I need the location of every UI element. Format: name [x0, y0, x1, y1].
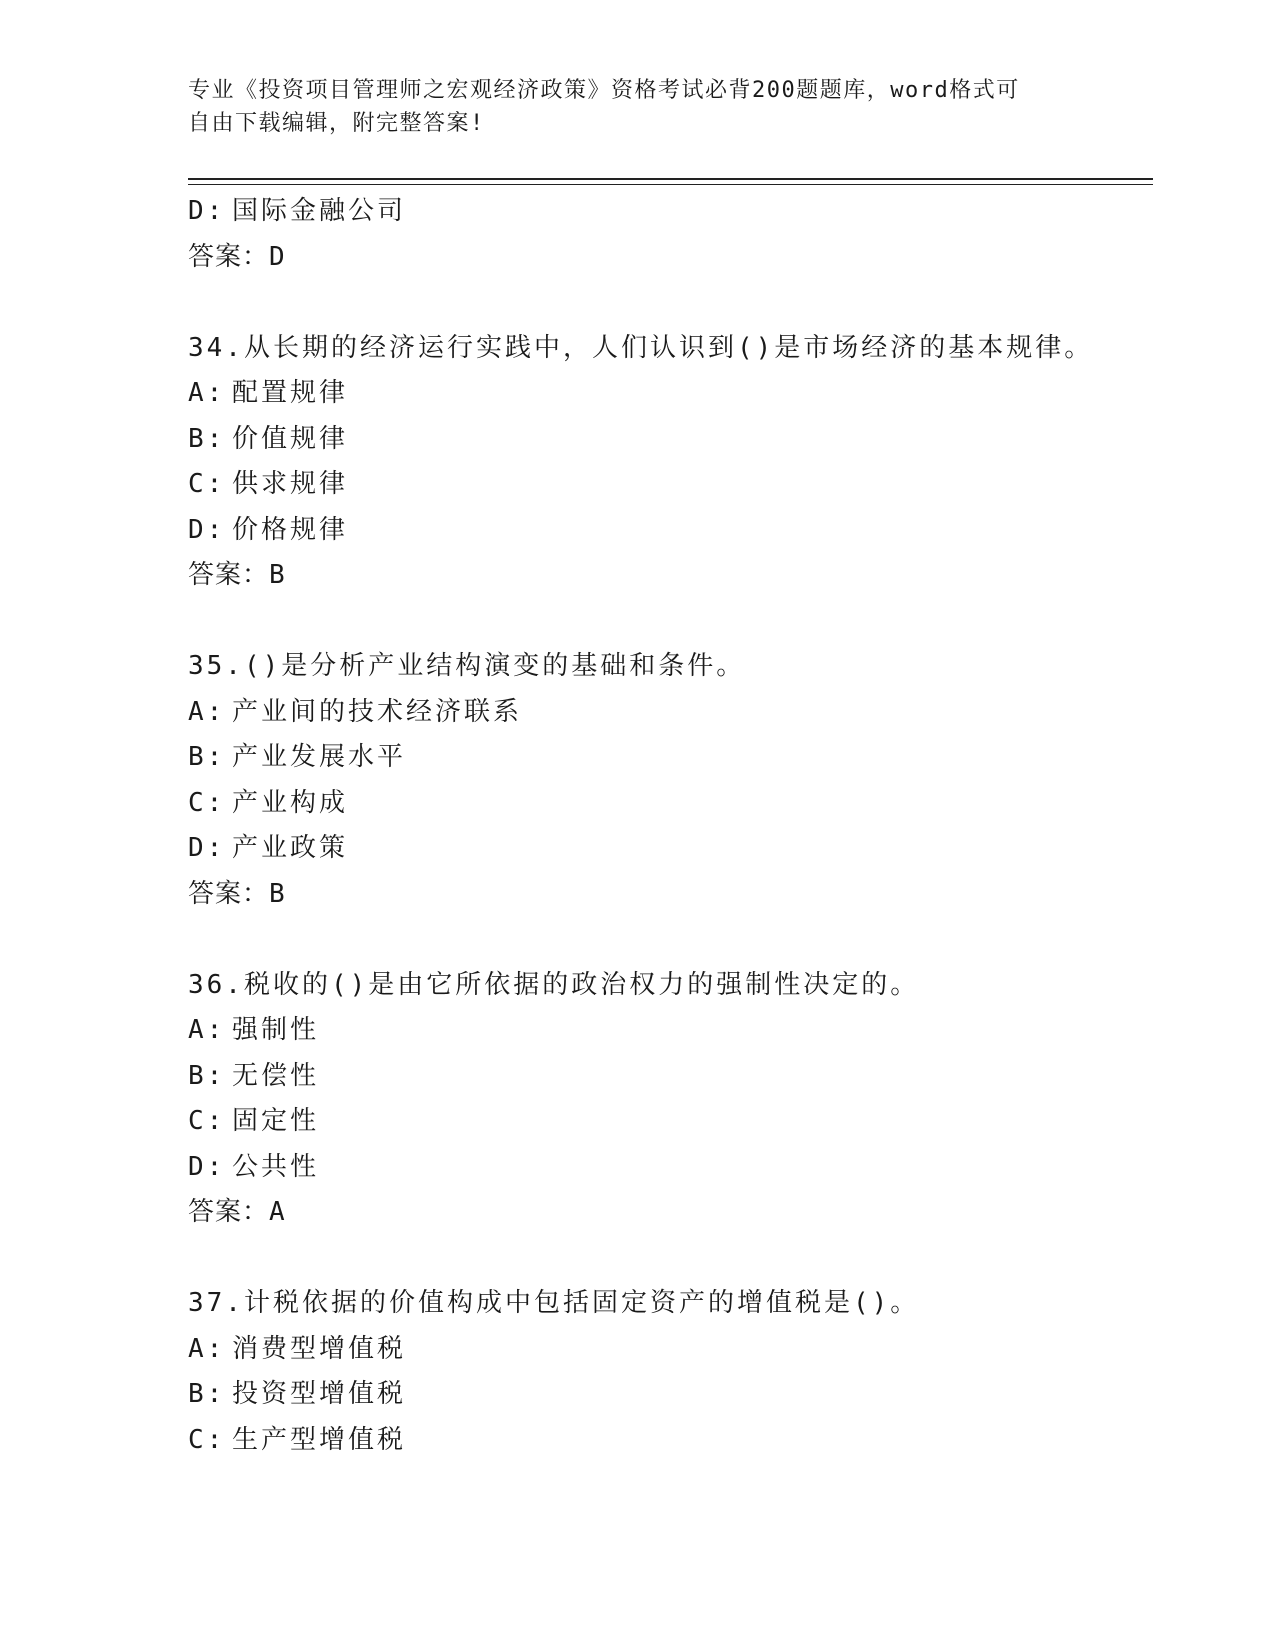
- question-stem: 37.计税依据的价值构成中包括固定资产的增值税是()。: [188, 1288, 920, 1318]
- option-text: 产业发展水平: [232, 742, 407, 772]
- header-divider-thin: [188, 184, 1153, 185]
- option-text: 投资型增值税: [232, 1379, 407, 1409]
- option-label: B:: [188, 1060, 226, 1091]
- option-b: [188, 735, 1148, 781]
- option-text: 强制性: [232, 1015, 320, 1045]
- option-text: 无偿性: [232, 1060, 320, 1091]
- option-text: 价值规律: [232, 423, 349, 454]
- answer-value: B: [269, 878, 286, 909]
- option-label: A:: [188, 1015, 226, 1045]
- option-text: 价格规律: [232, 514, 349, 545]
- option-label: A:: [188, 696, 226, 727]
- spacer: [188, 1236, 1148, 1282]
- answer-line: [188, 872, 1148, 918]
- document-header: [188, 74, 1088, 140]
- question-stem: 36.税收的()是由它所依据的政治权力的强制性决定的。: [188, 969, 920, 1000]
- option-a: [188, 371, 1148, 417]
- option-label: C:: [188, 469, 226, 499]
- option-text: 国际金融公司: [232, 196, 407, 226]
- answer-prefix: 答案：: [188, 1197, 270, 1227]
- answer-value: B: [269, 560, 286, 590]
- option-d: [188, 508, 1148, 554]
- option-text: 产业构成: [232, 787, 349, 818]
- option-text: 产业政策: [232, 833, 349, 863]
- option-label: C:: [188, 1424, 226, 1455]
- option-label: C:: [188, 1106, 226, 1136]
- option-d: [188, 189, 1148, 235]
- option-text: 消费型增值税: [232, 1333, 407, 1364]
- header-line-1: 专业《投资项目管理师之宏观经济政策》资格考试必背200题题库，word格式可: [188, 78, 1020, 103]
- option-c: [188, 1418, 1148, 1464]
- option-text: 供求规律: [232, 469, 349, 499]
- question-stem: 35.()是分析产业结构演变的基础和条件。: [188, 651, 746, 681]
- option-text: 产业间的技术经济联系: [232, 696, 523, 727]
- answer-value: A: [269, 1197, 286, 1227]
- option-b: [188, 1372, 1148, 1418]
- option-a: [188, 690, 1148, 736]
- answer-line: [188, 235, 1148, 281]
- option-label: D:: [188, 833, 226, 863]
- answer-value: D: [269, 241, 286, 272]
- option-a: [188, 1327, 1148, 1373]
- spacer: [188, 917, 1148, 963]
- question-stem: 34.从长期的经济运行实践中，人们认识到()是市场经济的基本规律。: [188, 332, 1094, 363]
- option-label: B:: [188, 423, 226, 454]
- header-line-2: 自由下载编辑，附完整答案!: [188, 111, 485, 136]
- answer-line: [188, 1190, 1148, 1236]
- option-label: D:: [188, 196, 226, 226]
- option-c: [188, 1099, 1148, 1145]
- option-text: 生产型增值税: [232, 1424, 407, 1455]
- option-text: 公共性: [232, 1151, 320, 1182]
- spacer: [188, 280, 1148, 326]
- option-label: A:: [188, 378, 226, 408]
- option-b: [188, 417, 1148, 463]
- option-label: B:: [188, 742, 226, 772]
- option-d: [188, 826, 1148, 872]
- option-a: [188, 1008, 1148, 1054]
- option-label: C:: [188, 787, 226, 818]
- answer-prefix: 答案：: [188, 241, 270, 272]
- option-text: 固定性: [232, 1106, 320, 1136]
- option-label: D:: [188, 514, 226, 545]
- question-list: [188, 189, 1148, 1463]
- answer-prefix: 答案：: [188, 560, 270, 590]
- answer-prefix: 答案：: [188, 878, 270, 909]
- option-d: [188, 1145, 1148, 1191]
- option-c: [188, 462, 1148, 508]
- header-divider-thick: [188, 178, 1153, 180]
- option-text: 配置规律: [232, 378, 349, 408]
- option-c: [188, 781, 1148, 827]
- option-label: B:: [188, 1379, 226, 1409]
- option-label: A:: [188, 1333, 226, 1364]
- option-b: [188, 1054, 1148, 1100]
- answer-line: [188, 553, 1148, 599]
- option-label: D:: [188, 1151, 226, 1182]
- spacer: [188, 599, 1148, 645]
